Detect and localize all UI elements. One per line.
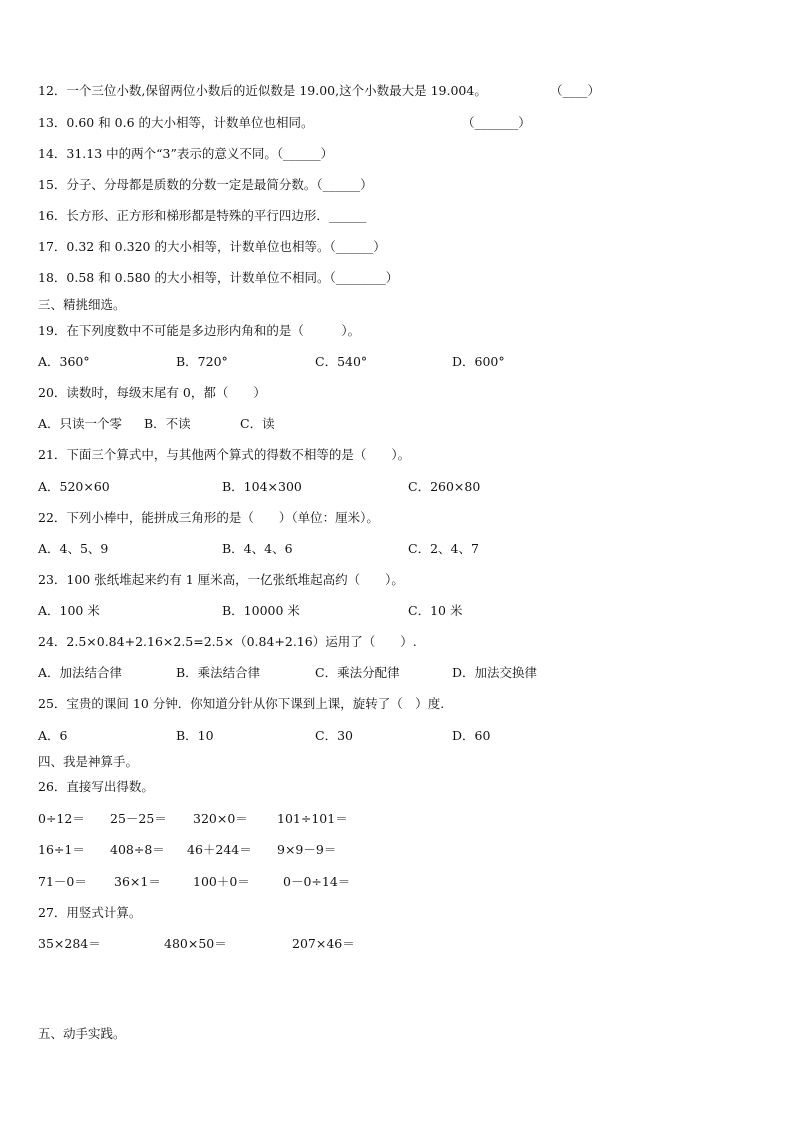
oral-calc-1-3: 320×0＝ [193, 811, 248, 826]
vertical-calc-3: 207×46＝ [292, 936, 355, 951]
judge-q17: 17．0.32 和 0.320 的大小相等，计数单位也相等。（______） [38, 239, 386, 254]
choice-q25-c[interactable]: C．30 [315, 728, 353, 743]
choice-q19-d[interactable]: D．600° [452, 354, 505, 369]
judge-q16: 16．长方形、正方形和梯形都是特殊的平行四边形．______ [38, 208, 367, 223]
choice-q22-a[interactable]: A．4、5、9 [38, 541, 109, 556]
choice-q23: 23．100 张纸堆起来约有 1 厘米高，一亿张纸堆起高约（ ）。 [38, 572, 404, 587]
choice-q25-a[interactable]: A．6 [38, 728, 68, 743]
choice-q22-b[interactable]: B．4、4、6 [222, 541, 293, 556]
choice-q19-c[interactable]: C．540° [315, 354, 368, 369]
choice-q25-b[interactable]: B．10 [176, 728, 214, 743]
judge-q13-blank[interactable]: （_______） [462, 115, 531, 130]
choice-q24-c[interactable]: C．乘法分配律 [315, 665, 400, 680]
oral-calc-2-3: 46＋244＝ [187, 842, 252, 857]
choice-q21-a[interactable]: A．520×60 [38, 479, 110, 494]
choice-q23-c[interactable]: C．10 米 [408, 603, 463, 618]
question-26: 26．直接写出得数。 [38, 779, 154, 794]
choice-q23-b[interactable]: B．10000 米 [222, 603, 300, 618]
choice-q19-a[interactable]: A．360° [38, 354, 90, 369]
section-heading-4: 四、我是神算手。 [38, 754, 139, 769]
choice-q24-d[interactable]: D．加法交换律 [452, 665, 538, 680]
choice-q21-b[interactable]: B．104×300 [222, 479, 302, 494]
oral-calc-1-1: 0÷12＝ [38, 811, 85, 826]
oral-calc-3-2: 36×1＝ [114, 874, 161, 889]
judge-q13: 13．0.60 和 0.6 的大小相等，计数单位也相同。 [38, 115, 314, 130]
oral-calc-2-4: 9×9－9＝ [277, 842, 337, 857]
oral-calc-1-4: 101÷101＝ [277, 811, 348, 826]
choice-q21-c[interactable]: C．260×80 [408, 479, 481, 494]
choice-q19: 19．在下列度数中不可能是多边形内角和的是（ ）。 [38, 323, 361, 338]
choice-q23-a[interactable]: A．100 米 [38, 603, 100, 618]
choice-q25-d[interactable]: D．60 [452, 728, 491, 743]
judge-q12: 12．一个三位小数,保留两位小数后的近似数是 19.00,这个小数最大是 19.004。 [38, 83, 487, 98]
judge-q15: 15．分子、分母都是质数的分数一定是最简分数。（______） [38, 177, 373, 192]
section-heading-3: 三、精挑细选。 [38, 297, 126, 312]
choice-q22-c[interactable]: C．2、4、7 [408, 541, 479, 556]
vertical-calc-2: 480×50＝ [164, 936, 227, 951]
judge-q18: 18．0.58 和 0.580 的大小相等，计数单位不相同。（________） [38, 270, 399, 285]
judge-q12-blank[interactable]: （____） [550, 83, 601, 98]
oral-calc-3-4: 0－0÷14＝ [283, 874, 351, 889]
oral-calc-2-1: 16÷1＝ [38, 842, 85, 857]
section-heading-5: 五、动手实践。 [38, 1026, 126, 1041]
vertical-calc-1: 35×284＝ [38, 936, 101, 951]
question-27: 27．用竖式计算。 [38, 905, 142, 920]
choice-q20-a[interactable]: A．只读一个零 [38, 416, 123, 431]
oral-calc-1-2: 25－25＝ [110, 811, 167, 826]
choice-q24-b[interactable]: B．乘法结合律 [176, 665, 261, 680]
choice-q25: 25．宝贵的课间 10 分钟．你知道分针从你下课到上课，旋转了（ ）度. [38, 696, 445, 711]
choice-q22: 22．下列小棒中，能拼成三角形的是（ ）（单位：厘米）。 [38, 510, 379, 525]
judge-q14: 14．31.13 中的两个“3”表示的意义不同。（______） [38, 146, 334, 161]
choice-q19-b[interactable]: B．720° [176, 354, 228, 369]
choice-q20: 20．读数时，每级末尾有 0，都（ ） [38, 385, 266, 400]
choice-q24: 24．2.5×0.84+2.16×2.5=2.5×（0.84+2.16）运用了（ ）. [38, 634, 417, 649]
oral-calc-3-3: 100＋0＝ [193, 874, 250, 889]
oral-calc-2-2: 408÷8＝ [110, 842, 165, 857]
oral-calc-3-1: 71－0＝ [38, 874, 87, 889]
choice-q21: 21．下面三个算式中，与其他两个算式的得数不相等的是（ ）。 [38, 447, 411, 462]
choice-q24-a[interactable]: A．加法结合律 [38, 665, 123, 680]
choice-q20-b[interactable]: B．不读 [144, 416, 191, 431]
choice-q20-c[interactable]: C．读 [240, 416, 275, 431]
